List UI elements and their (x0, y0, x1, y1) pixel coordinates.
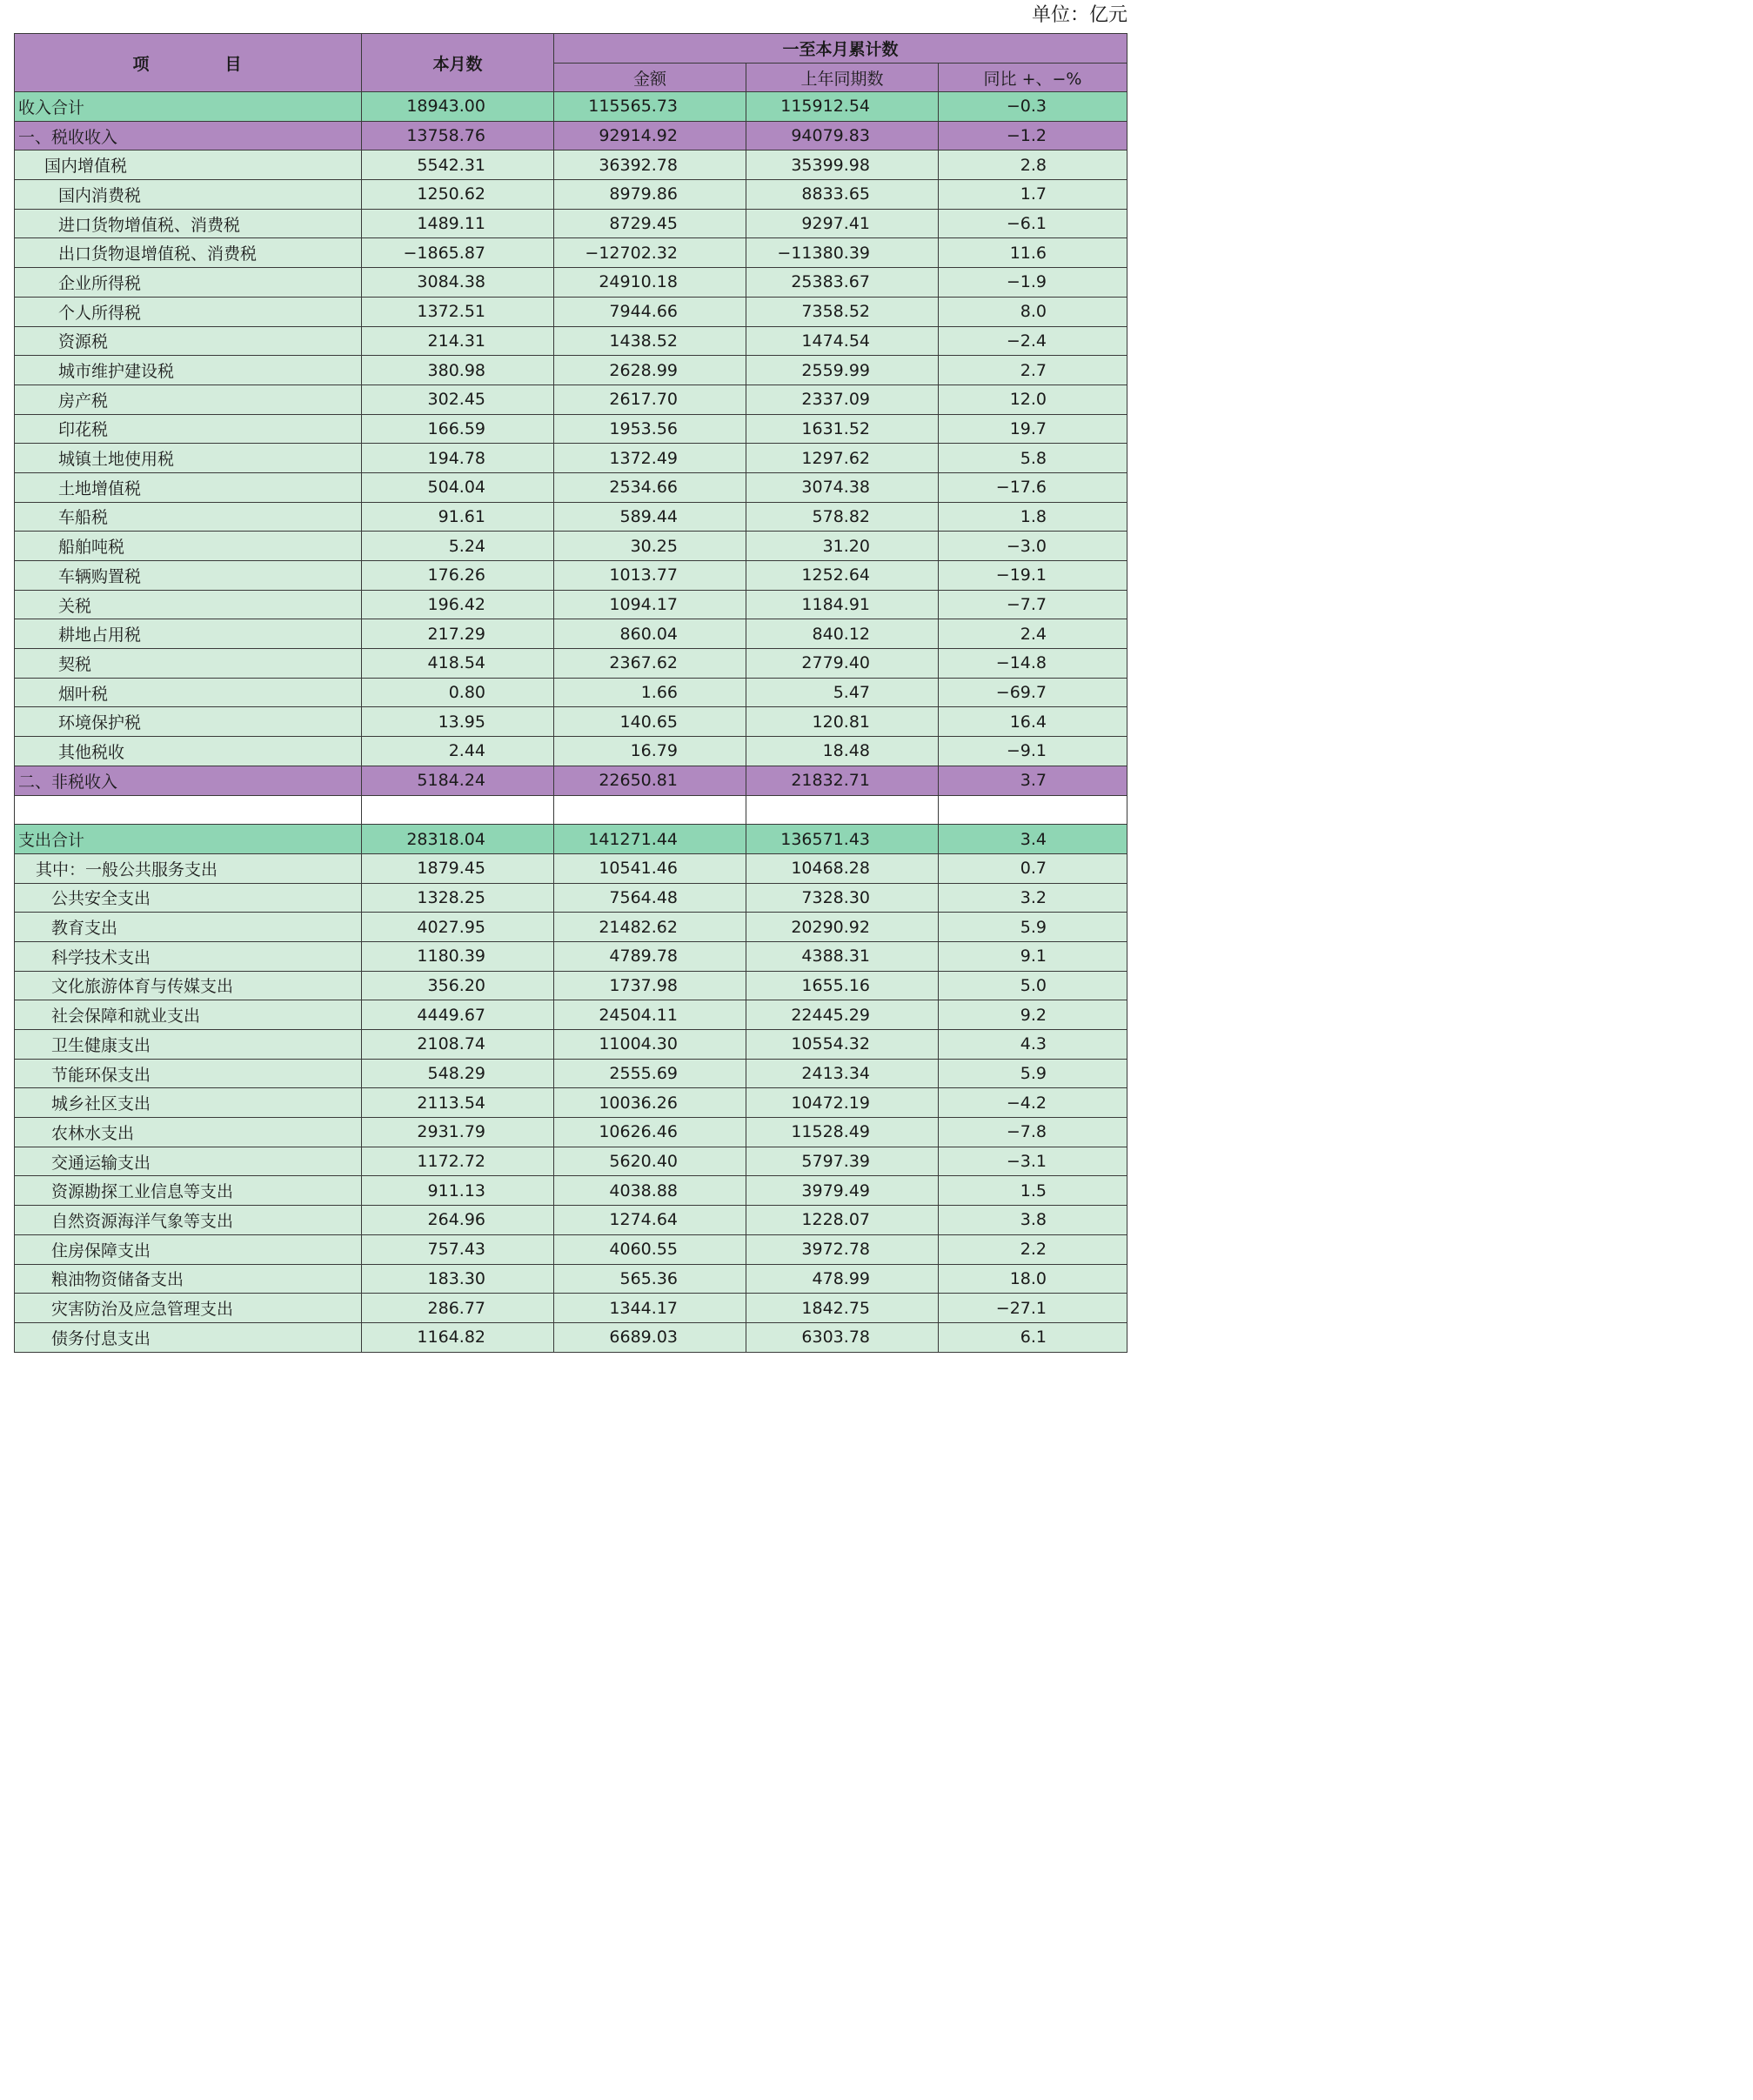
row-last-year: 136571.43 (746, 825, 939, 854)
table-row (15, 1088, 1127, 1118)
table-row (15, 883, 1127, 913)
row-amount: 22650.81 (554, 766, 746, 795)
row-yoy: 4.3 (939, 1030, 1127, 1060)
row-label: 社会保障和就业支出 (15, 1000, 362, 1030)
row-label: 交通运输支出 (15, 1147, 362, 1176)
row-last-year: 7328.30 (746, 883, 939, 913)
row-label: 城乡社区支出 (15, 1088, 362, 1118)
row-yoy: 16.4 (939, 707, 1127, 737)
row-yoy: 6.1 (939, 1322, 1127, 1352)
row-label: 城镇土地使用税 (15, 444, 362, 473)
row-amount: 7564.48 (554, 883, 746, 913)
row-label: 一、税收收入 (15, 121, 362, 150)
row-label: 收入合计 (15, 92, 362, 122)
table-row (15, 92, 1127, 122)
table-row (15, 238, 1127, 268)
table-row (15, 385, 1127, 414)
row-last-year: 2779.40 (746, 649, 939, 679)
row-label: 卫生健康支出 (15, 1030, 362, 1060)
table-row (15, 326, 1127, 356)
row-yoy: 12.0 (939, 385, 1127, 414)
row-last-year: 1842.75 (746, 1294, 939, 1323)
row-last-year: 5797.39 (746, 1147, 939, 1176)
row-amount: 30.25 (554, 532, 746, 561)
row-label: 出口货物退增值税、消费税 (15, 238, 362, 268)
row-label: 企业所得税 (15, 268, 362, 298)
row-month: 548.29 (362, 1059, 554, 1088)
row-amount: 2534.66 (554, 472, 746, 502)
fiscal-table (14, 33, 1127, 1353)
table-row (15, 590, 1127, 619)
row-label: 车船税 (15, 502, 362, 532)
table-row (15, 707, 1127, 737)
row-amount: 36392.78 (554, 150, 746, 180)
row-yoy: −0.3 (939, 92, 1127, 122)
row-amount: 24910.18 (554, 268, 746, 298)
table-header (15, 34, 1127, 92)
row-last-year: 3972.78 (746, 1234, 939, 1264)
row-yoy: 3.7 (939, 766, 1127, 795)
header-yoy: 同比 +、−% (939, 64, 1127, 92)
row-last-year: 18.48 (746, 737, 939, 766)
row-amount: 16.79 (554, 737, 746, 766)
row-yoy: 5.8 (939, 444, 1127, 473)
row-label: 资源税 (15, 326, 362, 356)
row-label: 印花税 (15, 414, 362, 444)
row-last-year (746, 795, 939, 825)
row-yoy: −1.2 (939, 121, 1127, 150)
row-yoy: 5.0 (939, 971, 1127, 1000)
row-last-year: 94079.83 (746, 121, 939, 150)
table-row (15, 1264, 1127, 1294)
row-month: −1865.87 (362, 238, 554, 268)
table-row (15, 941, 1127, 971)
row-month: 286.77 (362, 1294, 554, 1323)
row-last-year: 6303.78 (746, 1322, 939, 1352)
row-last-year: 120.81 (746, 707, 939, 737)
row-month: 91.61 (362, 502, 554, 532)
row-label: 科学技术支出 (15, 941, 362, 971)
row-label: 国内增值税 (15, 150, 362, 180)
row-amount: 7944.66 (554, 297, 746, 326)
row-yoy: 3.4 (939, 825, 1127, 854)
row-last-year: 1297.62 (746, 444, 939, 473)
row-last-year: 31.20 (746, 532, 939, 561)
row-label: 公共安全支出 (15, 883, 362, 913)
row-label: 契税 (15, 649, 362, 679)
header-last-year: 上年同期数 (746, 64, 939, 92)
row-month (362, 795, 554, 825)
row-amount: 860.04 (554, 619, 746, 649)
row-amount: 6689.03 (554, 1322, 746, 1352)
row-amount: 141271.44 (554, 825, 746, 854)
table-row (15, 1206, 1127, 1235)
row-month: 264.96 (362, 1206, 554, 1235)
table-row (15, 180, 1127, 210)
row-label: 支出合计 (15, 825, 362, 854)
row-last-year: 2559.99 (746, 356, 939, 385)
row-yoy: 1.7 (939, 180, 1127, 210)
row-amount: 140.65 (554, 707, 746, 737)
header-amount: 金额 (554, 64, 746, 92)
row-amount: 1438.52 (554, 326, 746, 356)
row-amount: 4060.55 (554, 1234, 746, 1264)
row-last-year: 4388.31 (746, 941, 939, 971)
row-yoy: 0.7 (939, 853, 1127, 883)
row-label: 农林水支出 (15, 1118, 362, 1147)
row-label: 车辆购置税 (15, 561, 362, 591)
row-last-year: 1184.91 (746, 590, 939, 619)
row-amount: 1.66 (554, 678, 746, 707)
row-month: 1250.62 (362, 180, 554, 210)
row-yoy: 2.8 (939, 150, 1127, 180)
row-label: 债务付息支出 (15, 1322, 362, 1352)
row-yoy: 3.2 (939, 883, 1127, 913)
table-row (15, 356, 1127, 385)
row-label: 城市维护建设税 (15, 356, 362, 385)
row-last-year: 578.82 (746, 502, 939, 532)
row-month: 4449.67 (362, 1000, 554, 1030)
row-amount: 10036.26 (554, 1088, 746, 1118)
row-month: 1164.82 (362, 1322, 554, 1352)
table-row (15, 414, 1127, 444)
row-month: 2108.74 (362, 1030, 554, 1060)
row-label: 节能环保支出 (15, 1059, 362, 1088)
row-last-year: 20290.92 (746, 913, 939, 942)
row-yoy: 8.0 (939, 297, 1127, 326)
row-yoy: 5.9 (939, 1059, 1127, 1088)
row-amount: 1953.56 (554, 414, 746, 444)
row-last-year: 35399.98 (746, 150, 939, 180)
row-last-year: 10554.32 (746, 1030, 939, 1060)
table-row (15, 532, 1127, 561)
row-label: 灾害防治及应急管理支出 (15, 1294, 362, 1323)
row-label: 国内消费税 (15, 180, 362, 210)
row-month: 1372.51 (362, 297, 554, 326)
row-yoy: −7.8 (939, 1118, 1127, 1147)
row-last-year: 10468.28 (746, 853, 939, 883)
table-row (15, 561, 1127, 591)
header-month: 本月数 (362, 34, 554, 92)
row-month: 380.98 (362, 356, 554, 385)
row-month: 13.95 (362, 707, 554, 737)
row-last-year: 10472.19 (746, 1088, 939, 1118)
row-label: 其中：一般公共服务支出 (15, 853, 362, 883)
row-yoy: 11.6 (939, 238, 1127, 268)
table-row (15, 1118, 1127, 1147)
row-month: 214.31 (362, 326, 554, 356)
row-label: 二、非税收入 (15, 766, 362, 795)
row-month: 196.42 (362, 590, 554, 619)
row-label: 耕地占用税 (15, 619, 362, 649)
row-last-year: 7358.52 (746, 297, 939, 326)
row-yoy: −4.2 (939, 1088, 1127, 1118)
row-amount: 8979.86 (554, 180, 746, 210)
row-yoy: −1.9 (939, 268, 1127, 298)
row-yoy: −7.7 (939, 590, 1127, 619)
row-amount: 92914.92 (554, 121, 746, 150)
row-month: 1328.25 (362, 883, 554, 913)
row-month: 418.54 (362, 649, 554, 679)
row-yoy: 3.8 (939, 1206, 1127, 1235)
row-month: 3084.38 (362, 268, 554, 298)
table-row (15, 913, 1127, 942)
table-row (15, 971, 1127, 1000)
row-month: 13758.76 (362, 121, 554, 150)
table-row (15, 795, 1127, 825)
table-row (15, 297, 1127, 326)
row-month: 194.78 (362, 444, 554, 473)
row-amount: 5620.40 (554, 1147, 746, 1176)
row-label: 进口货物增值税、消费税 (15, 209, 362, 238)
row-amount: −12702.32 (554, 238, 746, 268)
row-label: 船舶吨税 (15, 532, 362, 561)
row-yoy: 1.8 (939, 502, 1127, 532)
row-amount: 1274.64 (554, 1206, 746, 1235)
row-amount: 589.44 (554, 502, 746, 532)
table-row (15, 150, 1127, 180)
row-month: 5184.24 (362, 766, 554, 795)
row-label: 土地增值税 (15, 472, 362, 502)
row-amount: 2617.70 (554, 385, 746, 414)
header-cumulative: 一至本月累计数 (554, 34, 1127, 64)
row-label: 房产税 (15, 385, 362, 414)
table-body (15, 92, 1127, 1353)
row-amount: 1013.77 (554, 561, 746, 591)
row-amount: 1737.98 (554, 971, 746, 1000)
row-month: 302.45 (362, 385, 554, 414)
row-yoy: 18.0 (939, 1264, 1127, 1294)
table-row (15, 825, 1127, 854)
table-row (15, 1234, 1127, 1264)
row-label: 教育支出 (15, 913, 362, 942)
row-label: 其他税收 (15, 737, 362, 766)
row-yoy: −2.4 (939, 326, 1127, 356)
table-row (15, 766, 1127, 795)
row-month: 5542.31 (362, 150, 554, 180)
row-amount: 10626.46 (554, 1118, 746, 1147)
table-row (15, 1147, 1127, 1176)
row-amount: 8729.45 (554, 209, 746, 238)
row-last-year: 115912.54 (746, 92, 939, 122)
row-month: 356.20 (362, 971, 554, 1000)
header-item: 项 目 (15, 34, 362, 92)
row-month: 18943.00 (362, 92, 554, 122)
table-row (15, 444, 1127, 473)
row-last-year: 1655.16 (746, 971, 939, 1000)
row-yoy: −27.1 (939, 1294, 1127, 1323)
row-last-year: 2337.09 (746, 385, 939, 414)
row-last-year: 8833.65 (746, 180, 939, 210)
row-amount: 1344.17 (554, 1294, 746, 1323)
table-row (15, 678, 1127, 707)
row-yoy: −69.7 (939, 678, 1127, 707)
row-yoy: −14.8 (939, 649, 1127, 679)
row-last-year: 1228.07 (746, 1206, 939, 1235)
unit-label: 单位：亿元 (1031, 4, 1127, 26)
row-yoy: −3.1 (939, 1147, 1127, 1176)
table-row (15, 853, 1127, 883)
table-row (15, 121, 1127, 150)
row-amount: 21482.62 (554, 913, 746, 942)
row-last-year: 25383.67 (746, 268, 939, 298)
row-month: 1879.45 (362, 853, 554, 883)
row-amount: 4789.78 (554, 941, 746, 971)
row-yoy: 2.2 (939, 1234, 1127, 1264)
table-row (15, 209, 1127, 238)
row-last-year: 3979.49 (746, 1176, 939, 1206)
row-month: 166.59 (362, 414, 554, 444)
row-last-year: 1474.54 (746, 326, 939, 356)
row-label: 环境保护税 (15, 707, 362, 737)
row-last-year: 22445.29 (746, 1000, 939, 1030)
row-amount: 11004.30 (554, 1030, 746, 1060)
row-label: 烟叶税 (15, 678, 362, 707)
row-last-year: 3074.38 (746, 472, 939, 502)
row-month: 28318.04 (362, 825, 554, 854)
table-row (15, 1059, 1127, 1088)
row-amount: 2367.62 (554, 649, 746, 679)
row-month: 176.26 (362, 561, 554, 591)
row-yoy (939, 795, 1127, 825)
row-amount: 565.36 (554, 1264, 746, 1294)
table-row (15, 1176, 1127, 1206)
row-label: 自然资源海洋气象等支出 (15, 1206, 362, 1235)
row-amount: 1372.49 (554, 444, 746, 473)
row-yoy: −17.6 (939, 472, 1127, 502)
row-yoy: 19.7 (939, 414, 1127, 444)
row-yoy: −3.0 (939, 532, 1127, 561)
row-amount: 115565.73 (554, 92, 746, 122)
table-row (15, 649, 1127, 679)
table-row (15, 268, 1127, 298)
row-last-year: 1252.64 (746, 561, 939, 591)
table-row (15, 1294, 1127, 1323)
row-last-year: 2413.34 (746, 1059, 939, 1088)
row-last-year: 21832.71 (746, 766, 939, 795)
row-amount: 24504.11 (554, 1000, 746, 1030)
row-month: 911.13 (362, 1176, 554, 1206)
row-yoy: −9.1 (939, 737, 1127, 766)
row-amount: 10541.46 (554, 853, 746, 883)
row-month: 5.24 (362, 532, 554, 561)
row-amount: 4038.88 (554, 1176, 746, 1206)
row-last-year: 840.12 (746, 619, 939, 649)
row-month: 217.29 (362, 619, 554, 649)
row-month: 183.30 (362, 1264, 554, 1294)
table-row (15, 1000, 1127, 1030)
row-month: 2.44 (362, 737, 554, 766)
row-month: 2113.54 (362, 1088, 554, 1118)
row-yoy: −19.1 (939, 561, 1127, 591)
row-yoy: −6.1 (939, 209, 1127, 238)
row-yoy: 1.5 (939, 1176, 1127, 1206)
row-month: 0.80 (362, 678, 554, 707)
table-row (15, 472, 1127, 502)
row-month: 1489.11 (362, 209, 554, 238)
row-yoy: 2.4 (939, 619, 1127, 649)
row-yoy: 5.9 (939, 913, 1127, 942)
table-row (15, 502, 1127, 532)
row-label (15, 795, 362, 825)
row-yoy: 2.7 (939, 356, 1127, 385)
table-row (15, 619, 1127, 649)
row-amount: 2555.69 (554, 1059, 746, 1088)
row-yoy: 9.2 (939, 1000, 1127, 1030)
row-month: 2931.79 (362, 1118, 554, 1147)
row-amount: 1094.17 (554, 590, 746, 619)
row-last-year: 9297.41 (746, 209, 939, 238)
row-label: 资源勘探工业信息等支出 (15, 1176, 362, 1206)
row-month: 504.04 (362, 472, 554, 502)
row-month: 4027.95 (362, 913, 554, 942)
row-month: 757.43 (362, 1234, 554, 1264)
row-label: 个人所得税 (15, 297, 362, 326)
row-label: 粮油物资储备支出 (15, 1264, 362, 1294)
row-label: 住房保障支出 (15, 1234, 362, 1264)
row-label: 文化旅游体育与传媒支出 (15, 971, 362, 1000)
row-month: 1172.72 (362, 1147, 554, 1176)
row-amount (554, 795, 746, 825)
row-month: 1180.39 (362, 941, 554, 971)
row-last-year: 1631.52 (746, 414, 939, 444)
table-row (15, 1030, 1127, 1060)
row-label: 关税 (15, 590, 362, 619)
table-row (15, 1322, 1127, 1352)
row-last-year: 478.99 (746, 1264, 939, 1294)
row-amount: 2628.99 (554, 356, 746, 385)
row-last-year: 11528.49 (746, 1118, 939, 1147)
row-yoy: 9.1 (939, 941, 1127, 971)
table-row (15, 737, 1127, 766)
row-last-year: 5.47 (746, 678, 939, 707)
row-last-year: −11380.39 (746, 238, 939, 268)
